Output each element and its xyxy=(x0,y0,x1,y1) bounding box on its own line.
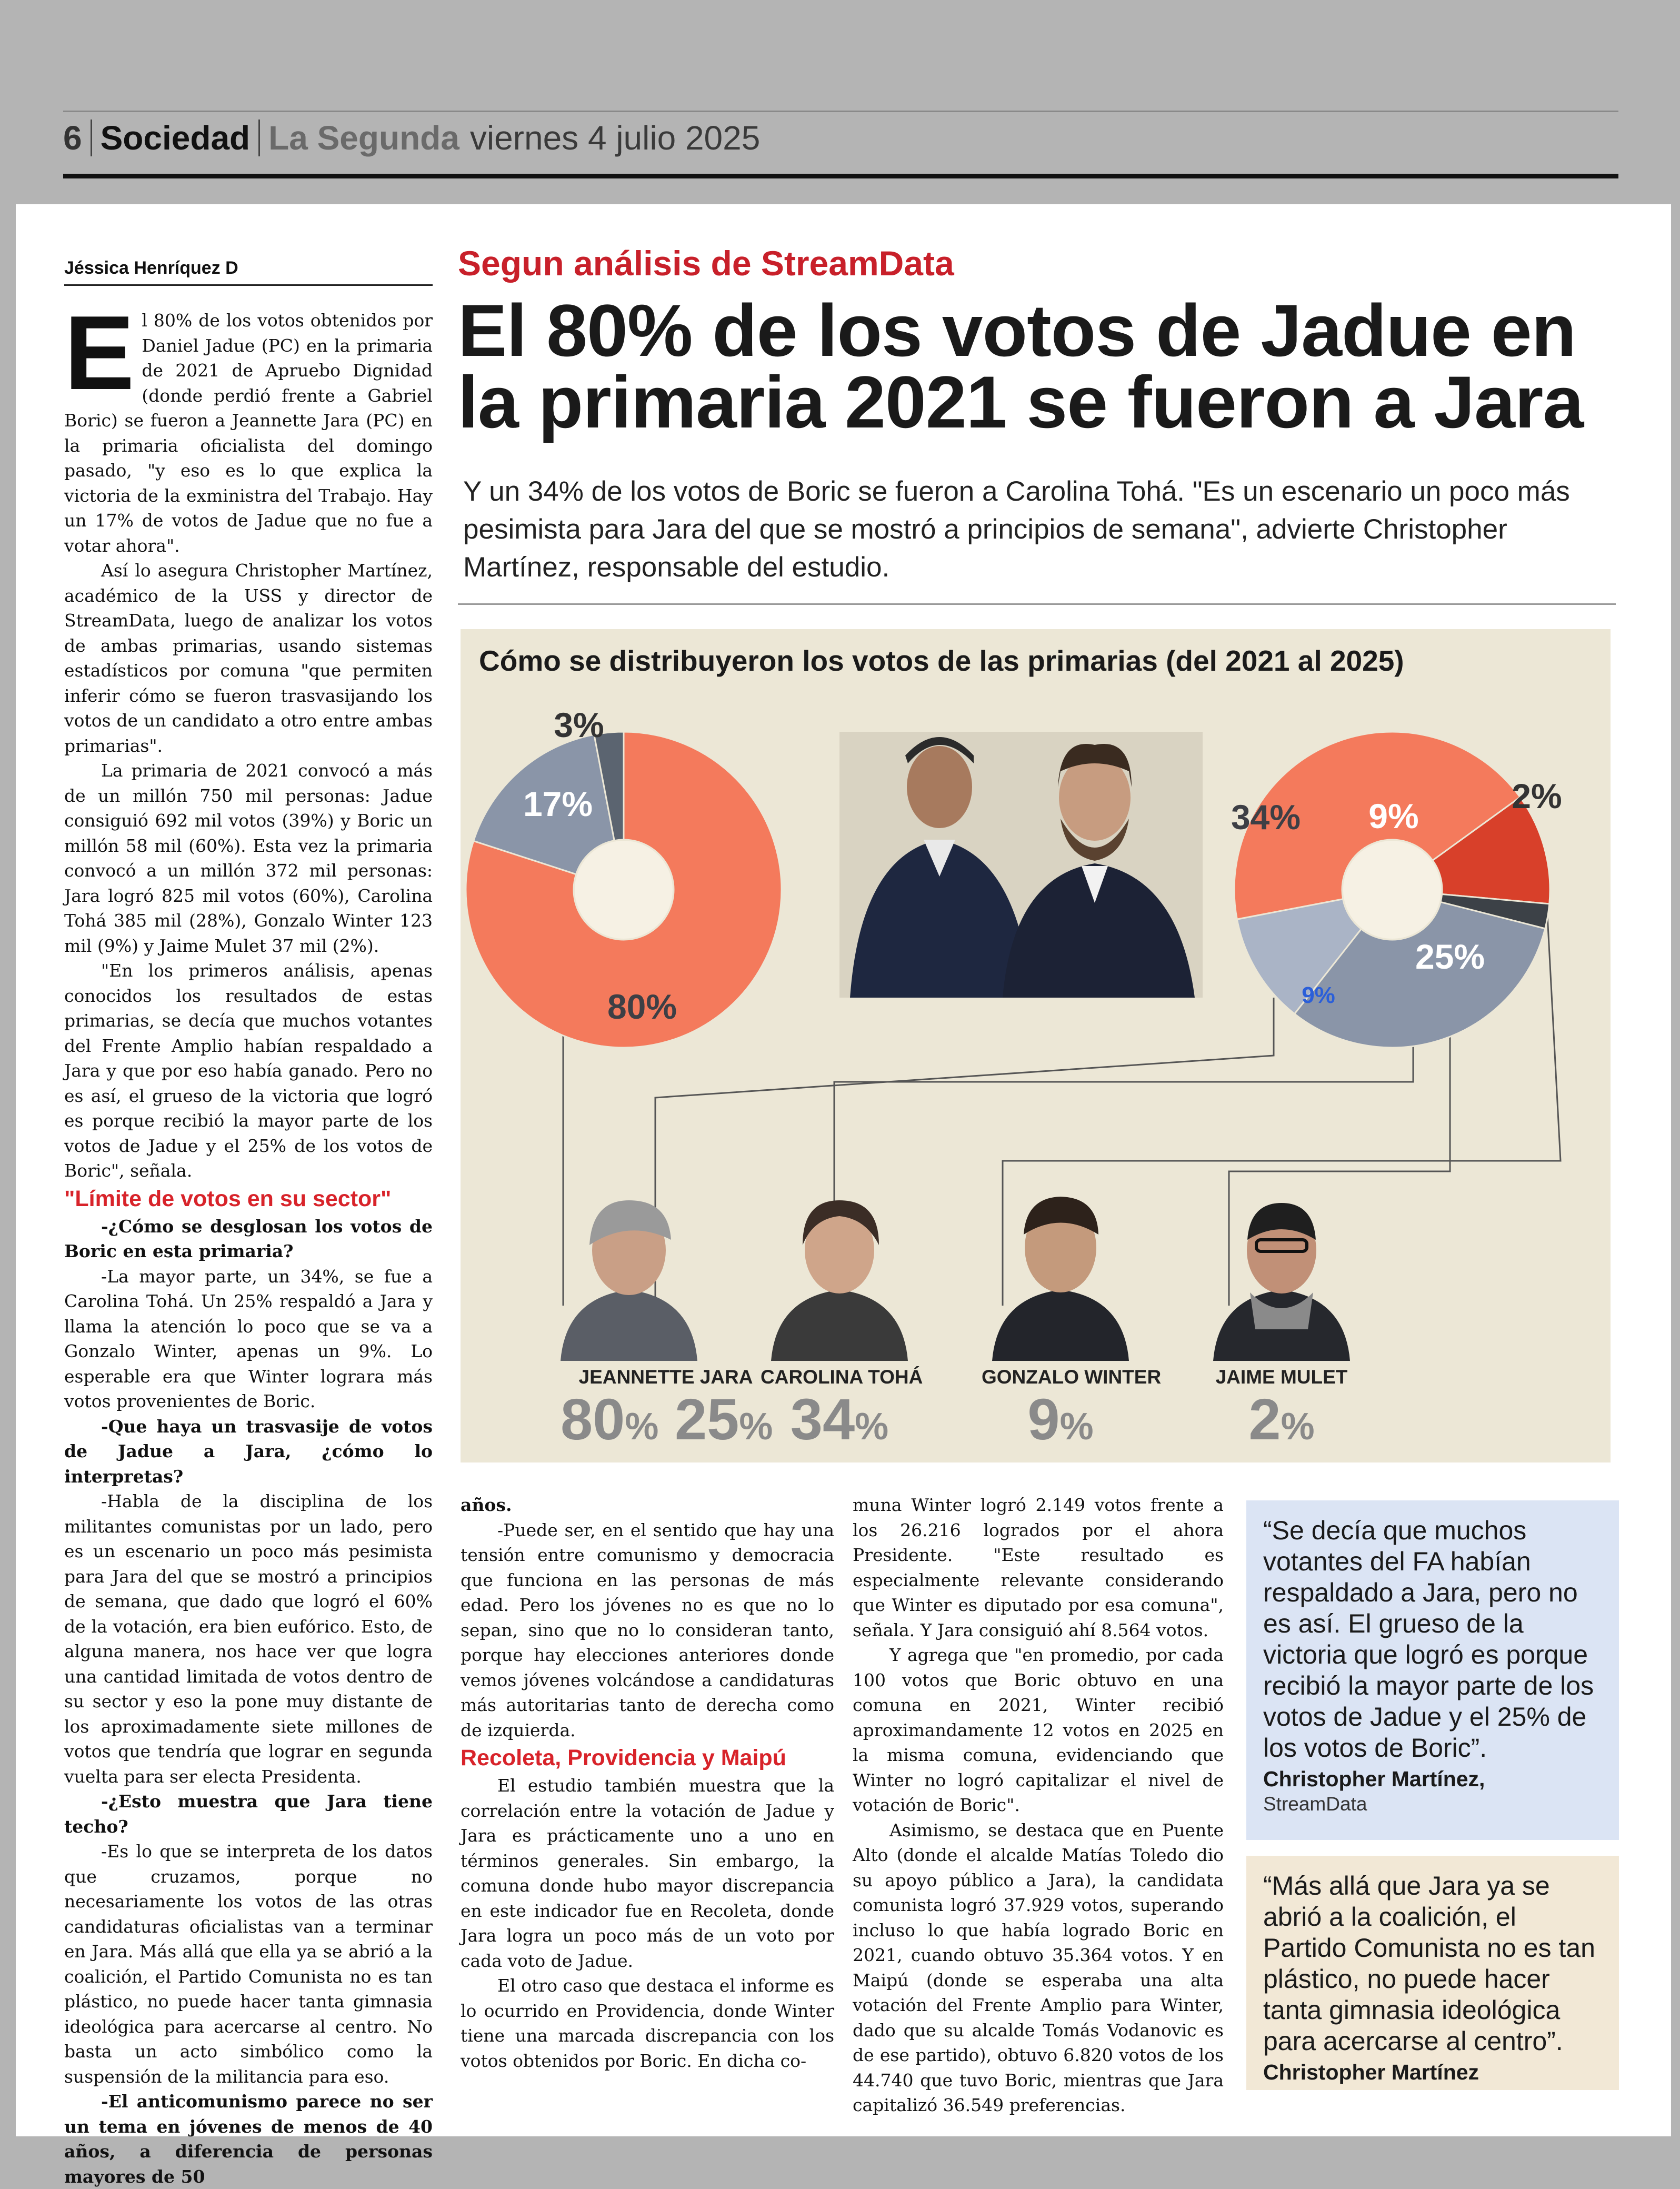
deck-rule xyxy=(458,603,1616,605)
donut-hole xyxy=(575,841,673,939)
interview-question: -Que haya un trasvasije de votos de Jadue a Jara, ¿cómo lo interpretas? xyxy=(64,1416,433,1487)
candidate-winter xyxy=(982,1366,1162,1458)
page-header xyxy=(63,117,760,159)
donut-label: 34% xyxy=(1231,798,1301,837)
paragraph: El 80% de los votos obtenidos por Daniel Jadue (PC) en la primaria de 2021 de Apruebo Dignidad (donde perdió frente a Gabriel Boric) se fueron a Jeannette Jara (PC) en la primaria oficialista del domingo pasado, "y eso es lo que explica la victoria de la exministra del Trabajo. Hay un 17% de votos de Jadue que no fue a votar ahora". xyxy=(64,294,433,556)
issue-date: viernes 4 julio 2025 xyxy=(469,119,761,157)
paragraph: -La mayor parte, un 34%, se fue a Carolina Tohá. Un 25% respaldó a Jara y llama la atención lo poco que se va a Gonzalo Winter, apenas un 9%. Lo esperable era que Winter lograra más votos provenientes de Boric. xyxy=(64,1266,433,1411)
deck: Y un 34% de los votos de Boric se fueron a Carolina Tohá. "Es un escenario un poco más pesimista para Jara del que se mostró a principios de semana", advierte Christopher Martínez, responsable del estudio. xyxy=(463,476,1570,583)
candidate-percentage: 34% xyxy=(790,1387,889,1452)
candidate-mulet xyxy=(1203,1366,1361,1458)
donut-label: 9% xyxy=(1368,797,1419,835)
donut-label: 2% xyxy=(1512,777,1562,815)
candidate-percentage: 9% xyxy=(1027,1387,1094,1452)
paragraph: El otro caso que destaca el informe es lo ocurrido en Providencia, donde Winter tiene una marcada discrepancia con los votos obtenidos por Boric. En dicha co- xyxy=(461,1975,834,2071)
candidate-percentages: 80% 25% xyxy=(561,1387,773,1452)
header-top-rule xyxy=(63,111,1618,112)
paragraph: -Es lo que se interpreta de los datos que cruzamos, porque no necesariamente los votos de las otras candidaturas oficialistas van a terminar en Jara. Más allá que ella ya se abrió a la coalición, el Partido Comunista no es tan plástico, no puede hacer tanta gimnasia ideológica para acercarse al centro. No basta un acto simbólico como la suspensión de la militancia para eso. xyxy=(64,1841,433,2087)
interview-question: -¿Esto muestra que Jara tiene techo? xyxy=(64,1791,433,1837)
paragraph: -Puede ser, en el sentido que hay una tensión entre comunismo y democracia que funciona en las personas de más edad. Pero los jóvenes no es que no lo sepan, sino que no lo consideran tanto, porque hay elecciones anteriores donde vemos jóvenes volcándose a candidaturas más autoritarias tanto de derecha como de izquierda. xyxy=(461,1519,834,1740)
candidate-jara xyxy=(561,1366,771,1458)
donut-hole xyxy=(1343,841,1441,939)
subheading: "Límite de votos en su sector" xyxy=(64,1186,392,1211)
header-divider xyxy=(91,120,92,156)
paragraph: El estudio también muestra que la correlación entre la votación de Jadue y Jara es prácticamente uno a uno en términos generales. Sin embargo, la comuna donde hubo mayor discrepancia en este indicador fue en Recoleta, donde Jara logra un poco más de un voto por cada voto de Jadue. xyxy=(461,1775,834,1971)
header-bottom-rule xyxy=(63,174,1618,178)
paragraph: -Habla de la disciplina de los militantes comunistas por un lado, pero es un escenario un poco más pesimista para Jara del que se mostró a principios de semana, que dado que logró el 60% de la votación, era bien eufórico. Esto, de alguna manera, nos hace ver que logra una cantidad limitada de votos dentro de su sector y eso la pone muy distante de los aproximadamente siete millones de votos que tendría que lograr en segunda vuelta para ser electa Presidenta. xyxy=(64,1491,433,1787)
interview-question: -El anticomunismo parece no ser un tema en jóvenes de menos de 40 años, a diferencia de personas mayores de 50 xyxy=(64,2091,433,2187)
paragraph: Así lo asegura Christopher Martínez, académico de la USS y director de StreamData, luego de analizar los votos de ambas primarias, usando sistemas estadísticos por comuna "que permiten inferir cómo se fueron trasvasijando los votos de un candidato a otro entre ambas primarias". xyxy=(64,560,433,756)
paragraph: Y agrega que "en promedio, por cada 100 votos que Boric obtuvo en una comuna en 2021, Winter recibió aproximandamente 12 votos en 2025 en la misma comuna, evidenciando que Winter no logró capitalizar el nivel de votación de Boric". xyxy=(853,1645,1224,1815)
drop-cap: E xyxy=(64,294,135,412)
infographic-title: Cómo se distribuyeron los votos de las primarias (del 2021 al 2025) xyxy=(479,644,1404,677)
candidate-name: JAIME MULET xyxy=(1215,1366,1348,1388)
donut-label: 80% xyxy=(607,987,677,1026)
pull-quote-2 xyxy=(1246,1856,1619,2090)
donut-label: 25% xyxy=(1415,937,1485,976)
quote-text: “Más allá que Jara ya se abrió a la coalición, el Partido Comunista no es tan plástico, no puede hacer tanta gimnasia ideológica para acercarse al centro”. xyxy=(1263,1871,1595,2056)
quote-author: Christopher Martínez, xyxy=(1263,1767,1485,1791)
interview-question: -¿Cómo se desglosan los votos de Boric en esta primaria? xyxy=(64,1216,433,1261)
donut-label: 17% xyxy=(523,784,593,823)
header-divider xyxy=(258,120,260,156)
byline: Jéssica Henríquez D xyxy=(64,258,238,278)
paragraph: Asimismo, se destaca que en Puente Alto (donde el alcalde Matías Toledo dio su apoyo público a Jara), la candidata comunista logró 37.929 votos, superando incluso lo que había logrado Boric en 2021, cuando obtuvo 35.364 votos. Y en Maipú (donde se esperaba una alta votación del Frente Amplio para Winter, dado que su alcalde Tomás Vodanovic es de ese partido), obtuvo 6.820 votos de los 44.740 que tuvo Boric, mientras que Jara capitalizó 36.549 preferencias. xyxy=(853,1819,1224,2115)
interview-question: años. xyxy=(461,1495,512,1515)
page-number: 6 xyxy=(63,119,82,157)
kicker: Segun análisis de StreamData xyxy=(458,244,954,283)
photo-jadue-boric xyxy=(839,732,1203,998)
article-column-2 xyxy=(461,1493,834,2073)
donut-label: 9% xyxy=(1302,982,1335,1008)
article-column-1 xyxy=(64,294,433,2189)
quote-organization: StreamData xyxy=(1263,1793,1367,1815)
candidate-toha xyxy=(761,1366,923,1458)
paragraph: muna Winter logró 2.149 votos frente a los 26.216 logrados por el ahora Presidente. "Este resultado es especialmente relevante considerando que Winter es diputado por esa comuna", señala. Y Jara consiguió ahí 8.564 votos. xyxy=(853,1495,1224,1640)
headline: El 80% de los votos de Jadue en la primaria 2021 se fueron a Jara xyxy=(458,289,1584,443)
quote-author: Christopher Martínez xyxy=(1263,2060,1479,2084)
pull-quote-1 xyxy=(1246,1500,1619,1840)
candidate-name: GONZALO WINTER xyxy=(982,1366,1162,1388)
paragraph: "En los primeros análisis, apenas conocidos los resultados de estas primarias, se decía que muchos votantes del Frente Amplio habían respaldado a Jara y que por eso había ganado. Pero no es así, el grueso de la victoria que logró es porque recibió la mayor parte de los votos de Jadue y el 25% de los votos de Boric", señala. xyxy=(64,960,433,1181)
candidate-name: JEANNETTE JARA xyxy=(578,1366,753,1388)
quote-text: “Se decía que muchos votantes del FA habían respaldado a Jara, pero no es así. El grueso de la victoria que logró es porque recibió la mayor parte de los votos de Jadue y el 25% de los votos de Boric”. xyxy=(1263,1516,1594,1763)
infographic xyxy=(461,629,1611,1462)
donut-label: 3% xyxy=(554,705,604,744)
byline-rule xyxy=(64,284,433,286)
article-column-3 xyxy=(853,1493,1224,2118)
paragraph: La primaria de 2021 convocó a más de un millón 750 mil personas: Jadue consiguió 692 mil votos (39%) y Boric un millón 58 mil (60%). Esta vez la primaria convocó a un millón 372 mil personas: Jara logró 825 mil votos (60%), Carolina Tohá 385 mil (28%), Gonzalo Winter 123 mil (9%) y Jaime Mulet 37 mil (2%). xyxy=(64,760,433,956)
infographic-graphics xyxy=(461,629,1611,1462)
candidate-name: CAROLINA TOHÁ xyxy=(761,1366,923,1388)
section-name: Sociedad xyxy=(100,119,251,157)
candidate-percentage: 2% xyxy=(1248,1387,1315,1452)
subheading: Recoleta, Providencia y Maipú xyxy=(461,1745,786,1770)
publication-name: La Segunda xyxy=(268,119,459,157)
